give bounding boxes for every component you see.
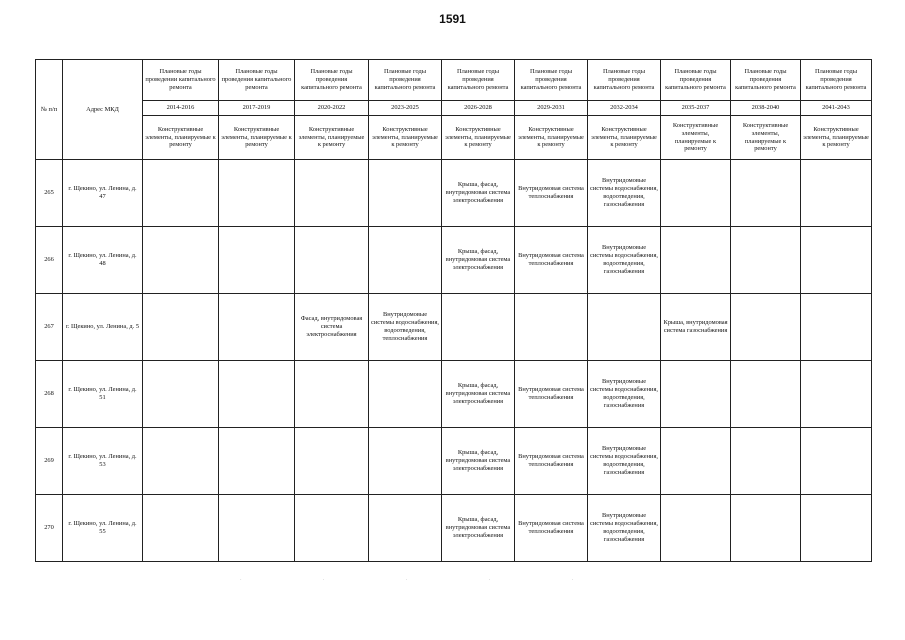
repair-cell bbox=[369, 160, 442, 227]
repair-cell bbox=[801, 160, 872, 227]
repair-cell: Фасад, внутридомовая система электроснабжения bbox=[295, 294, 369, 361]
repair-cell bbox=[731, 428, 801, 495]
page-number: 1591 bbox=[439, 12, 466, 26]
repair-cell bbox=[661, 495, 731, 562]
repair-cell bbox=[801, 495, 872, 562]
repair-cell: Внутридомовая система теплоснабжения bbox=[515, 495, 588, 562]
repair-cell bbox=[661, 428, 731, 495]
column-header-plan: Плановые годы проведения капитального ремонта bbox=[588, 60, 661, 101]
repair-cell bbox=[588, 294, 661, 361]
repair-cell bbox=[369, 495, 442, 562]
repair-cell: Внутридомовые системы водоснабжения, водоотведения, газоснабжения bbox=[588, 361, 661, 428]
repair-cell bbox=[143, 160, 219, 227]
row-number: 268 bbox=[36, 361, 63, 428]
column-header-plan: Плановые годы проведения капитального ремонта bbox=[219, 60, 295, 101]
repair-cell bbox=[801, 428, 872, 495]
table-row bbox=[36, 294, 872, 361]
repair-cell bbox=[219, 428, 295, 495]
row-number: 267 bbox=[36, 294, 63, 361]
repair-cell bbox=[661, 160, 731, 227]
repair-cell bbox=[731, 294, 801, 361]
column-header-plan: Плановые годы проведении капитального ремонта bbox=[143, 60, 219, 101]
row-address: г. Щекино, ул. Ленина, д. 48 bbox=[63, 227, 143, 294]
column-header-plan: Плановые годы проведения капитального ремонта bbox=[801, 60, 872, 101]
table-row bbox=[36, 361, 872, 428]
column-header-plan: Плановые годы проведения капитального ремонта bbox=[731, 60, 801, 101]
table-row bbox=[36, 428, 872, 495]
row-address: г. Щекино, ул. Ленина, д. 5 bbox=[63, 294, 143, 361]
column-header-number: № п/п bbox=[36, 60, 63, 160]
column-header-address: Адрес МКД bbox=[63, 60, 143, 160]
table-row bbox=[36, 160, 872, 227]
row-number: 270 bbox=[36, 495, 63, 562]
column-header-years: 2017-2019 bbox=[219, 101, 295, 116]
repair-cell bbox=[731, 160, 801, 227]
repair-cell: Внутридомовые системы водоснабжения, водоотведения, газоснабжения bbox=[588, 227, 661, 294]
repair-cell: Внутридомовые системы водоснабжения, водоотведения, газоснабжения bbox=[588, 428, 661, 495]
repair-cell: Крыша, фасад, внутридомовая система электроснабжения bbox=[442, 361, 515, 428]
repair-cell: Внутридомовые системы водоснабжения, водоотведения, газоснабжения bbox=[588, 160, 661, 227]
column-header-elements: Конструктивные элементы, планируемые к ремонту bbox=[219, 116, 295, 160]
repair-cell bbox=[369, 227, 442, 294]
repair-cell: Крыша, фасад, внутридомовая система электроснабжения bbox=[442, 428, 515, 495]
column-header-plan: Плановые годы проведения капитального ремонта bbox=[515, 60, 588, 101]
repair-cell: Внутридомовая система теплоснабжения bbox=[515, 160, 588, 227]
row-address: г. Щекино, ул. Ленина, д. 51 bbox=[63, 361, 143, 428]
repair-cell bbox=[515, 294, 588, 361]
row-number: 269 bbox=[36, 428, 63, 495]
column-header-years: 2035-2037 bbox=[661, 101, 731, 116]
column-header-years: 2041-2043 bbox=[801, 101, 872, 116]
table-row bbox=[36, 227, 872, 294]
column-header-years: 2020-2022 bbox=[295, 101, 369, 116]
repair-cell bbox=[661, 361, 731, 428]
column-header-elements: Конструктивные элементы, планируемые к ремонту bbox=[295, 116, 369, 160]
repair-cell bbox=[731, 495, 801, 562]
repair-cell bbox=[801, 361, 872, 428]
column-header-plan: Плановые годы проведения капитального ремонта bbox=[442, 60, 515, 101]
repair-cell bbox=[295, 495, 369, 562]
repair-cell bbox=[295, 227, 369, 294]
repair-cell bbox=[143, 495, 219, 562]
repair-cell bbox=[295, 428, 369, 495]
repair-cell bbox=[369, 428, 442, 495]
repair-cell bbox=[143, 361, 219, 428]
column-header-years: 2014-2016 bbox=[143, 101, 219, 116]
column-header-elements: Конструктивные элементы, планируемые к ремонту bbox=[588, 116, 661, 160]
repair-cell bbox=[295, 361, 369, 428]
repair-cell bbox=[143, 227, 219, 294]
repair-cell bbox=[731, 361, 801, 428]
column-header-elements: Конструктивные элементы, планируемые к ремонту bbox=[515, 116, 588, 160]
column-header-years: 2038-2040 bbox=[731, 101, 801, 116]
column-header-elements: Конструктивные элементы, планируемые к ремонту bbox=[731, 116, 801, 160]
column-header-elements: Конструктивные элементы, планируемые к ремонту bbox=[801, 116, 872, 160]
repair-cell bbox=[731, 227, 801, 294]
repair-cell: Внутридомовая система теплоснабжения bbox=[515, 361, 588, 428]
table-row bbox=[36, 495, 872, 562]
repair-cell bbox=[801, 227, 872, 294]
repair-cell bbox=[143, 294, 219, 361]
repair-cell bbox=[661, 227, 731, 294]
repair-cell: Внутридомовая система теплоснабжения bbox=[515, 428, 588, 495]
repair-cell bbox=[369, 361, 442, 428]
repair-cell bbox=[143, 428, 219, 495]
column-header-elements: Конструктивные элементы, планируемые к ремонту bbox=[661, 116, 731, 160]
repair-cell bbox=[219, 160, 295, 227]
row-address: г. Щекино, ул. Ленина, д. 47 bbox=[63, 160, 143, 227]
table-body bbox=[36, 160, 872, 562]
row-number: 266 bbox=[36, 227, 63, 294]
row-address: г. Щекино, ул. Ленина, д. 53 bbox=[63, 428, 143, 495]
column-header-plan: Плановые годы проведения капитального ремонта bbox=[369, 60, 442, 101]
column-header-plan: Плановые годы проведения капитального ремонта bbox=[295, 60, 369, 101]
repair-cell: Внутридомовые системы водоснабжения, водоотведения, теплоснабжения bbox=[369, 294, 442, 361]
repair-cell: Крыша, фасад, внутридомовая система электроснабжения bbox=[442, 495, 515, 562]
column-header-years: 2029-2031 bbox=[515, 101, 588, 116]
column-header-years: 2032-2034 bbox=[588, 101, 661, 116]
repair-cell bbox=[295, 160, 369, 227]
row-number: 265 bbox=[36, 160, 63, 227]
repair-cell bbox=[219, 294, 295, 361]
repair-cell bbox=[801, 294, 872, 361]
repair-cell bbox=[219, 361, 295, 428]
column-header-elements: Конструктивные элементы, планируемые к ремонту bbox=[442, 116, 515, 160]
column-header-years: 2023-2025 bbox=[369, 101, 442, 116]
row-address: г. Щекино, ул. Ленина, д. 55 bbox=[63, 495, 143, 562]
repair-cell: Крыша, фасад, внутридомовая система электроснабжения bbox=[442, 227, 515, 294]
repair-cell bbox=[219, 227, 295, 294]
column-header-elements: Конструктивные элементы, планируемые к ремонту bbox=[143, 116, 219, 160]
repair-cell bbox=[219, 495, 295, 562]
repair-cell: Внутридомовые системы водоснабжения, водоотведения, газоснабжения bbox=[588, 495, 661, 562]
repair-cell: Крыша, внутридомовая система газоснабжения bbox=[661, 294, 731, 361]
table-header bbox=[36, 60, 872, 160]
column-header-elements: Конструктивные элементы, планируемые к ремонту bbox=[369, 116, 442, 160]
column-header-years: 2026-2028 bbox=[442, 101, 515, 116]
repair-cell bbox=[442, 294, 515, 361]
column-header-plan: Плановые годы проведения капитального ремонта bbox=[661, 60, 731, 101]
repair-cell: Крыша, фасад, внутридомовая система электроснабжения bbox=[442, 160, 515, 227]
repair-schedule-table bbox=[35, 59, 872, 562]
repair-cell: Внутридомовая система теплоснабжения bbox=[515, 227, 588, 294]
scan-marks: · · · · · bbox=[240, 578, 614, 583]
